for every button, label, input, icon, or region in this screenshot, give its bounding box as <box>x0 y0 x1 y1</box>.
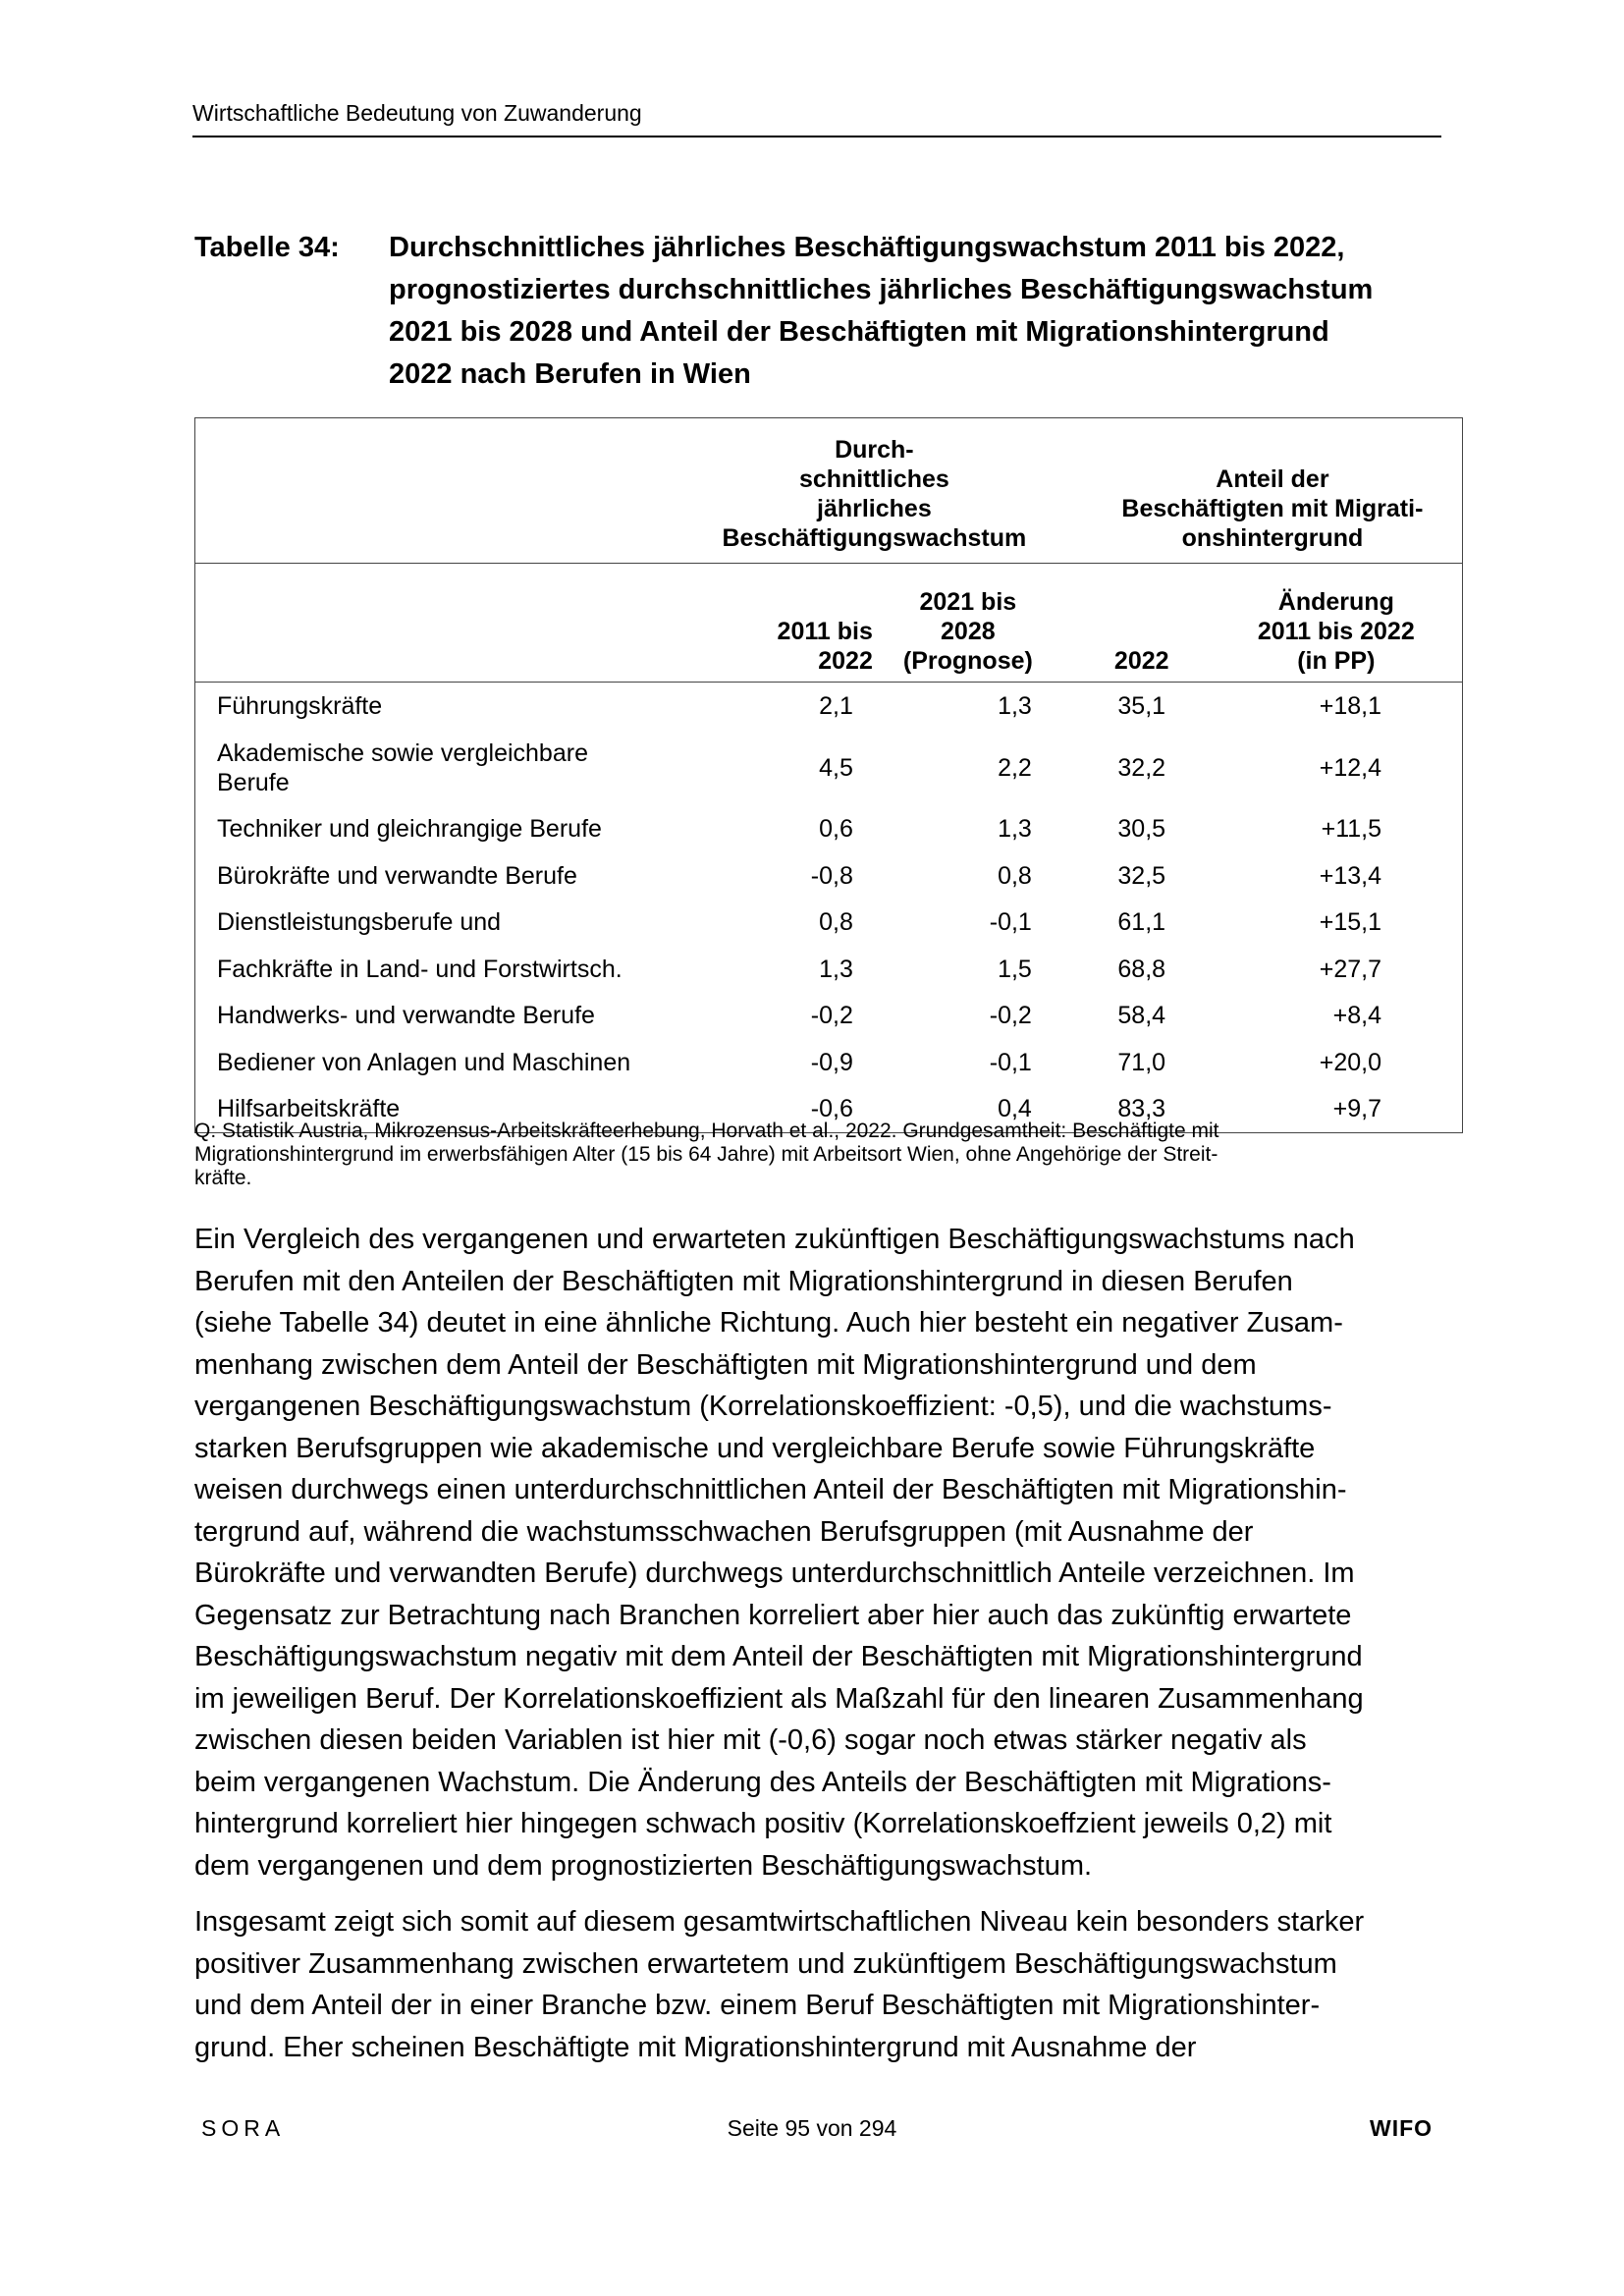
occupation-name: Hilfsarbeitskräfte <box>217 1095 401 1123</box>
table-row <box>195 993 1463 1040</box>
header-share: Anteil der Beschäftigten mit Migrati- onshintergrund <box>1121 465 1424 552</box>
occupation-name: Fachkräfte in Land- und Forstwirtsch. <box>217 955 623 983</box>
share-change: +27,7 <box>1319 955 1381 983</box>
share-2022: 32,2 <box>1117 753 1166 782</box>
table-row <box>195 1039 1463 1086</box>
source-line: Q: Statistik Austria, Mikrozensus-Arbeitskräfteerhebung, Horvath et al., 2022. Grundgesamtheit: Beschäftigte mit <box>194 1120 1219 1142</box>
occupation-name: Dienstleistungsberufe und <box>217 908 502 937</box>
page-number: Seite 95 von 294 <box>727 2115 897 2141</box>
growth-2011-2022: -0,2 <box>810 1002 853 1030</box>
table-row <box>195 806 1463 853</box>
source-line: Migrationshintergrund im erwerbsfähigen Alter (15 bis 64 Jahre) mit Arbeitsort Wien, ohne Angehörige der Streit- <box>194 1143 1218 1166</box>
occupation-name: Bürokräfte und verwandte Berufe <box>217 861 577 890</box>
running-title: Wirtschaftliche Bedeutung von Zuwanderung <box>192 100 642 126</box>
growth-2021-2028: -0,2 <box>989 1002 1032 1030</box>
growth-2011-2022: -0,9 <box>810 1048 853 1076</box>
growth-2011-2022: 2,1 <box>819 691 853 720</box>
footer-right-logo: WIFO <box>1370 2115 1434 2141</box>
caption-label: Tabelle 34: <box>194 232 340 263</box>
growth-2021-2028: -0,1 <box>989 908 1032 937</box>
share-2022: 68,8 <box>1117 955 1166 983</box>
occupation-name: Handwerks- und verwandte Berufe <box>217 1002 595 1030</box>
share-change: +9,7 <box>1332 1095 1381 1123</box>
group-header-row <box>195 418 1463 564</box>
caption-line: prognostiziertes durchschnittliches jährliches Beschäftigungswachstum <box>389 274 1374 305</box>
table-row <box>195 852 1463 900</box>
share-change: +20,0 <box>1319 1048 1381 1076</box>
caption-line: 2022 nach Berufen in Wien <box>389 358 751 390</box>
growth-2021-2028: 1,3 <box>998 815 1032 844</box>
share-2022: 35,1 <box>1117 691 1166 720</box>
share-2022: 71,0 <box>1117 1048 1166 1076</box>
share-change: +11,5 <box>1321 815 1381 844</box>
share-2022: 32,5 <box>1117 861 1166 890</box>
share-change: +8,4 <box>1332 1002 1381 1030</box>
share-change: +18,1 <box>1319 691 1381 720</box>
source-note <box>194 1120 1471 1190</box>
growth-2021-2028: 1,5 <box>998 955 1032 983</box>
growth-2021-2028: 1,3 <box>998 691 1032 720</box>
header-empty-cell <box>195 418 715 564</box>
growth-2011-2022: -0,8 <box>810 861 853 890</box>
header-2022: 2022 <box>1113 647 1169 675</box>
header-growth: Durch- schnittliches jährliches Beschäftigungswachstum <box>722 436 1027 552</box>
share-2022: 61,1 <box>1117 908 1166 937</box>
growth-2021-2028: 0,8 <box>998 861 1032 890</box>
share-change: +15,1 <box>1319 908 1381 937</box>
growth-2011-2022: 4,5 <box>819 753 853 782</box>
header-2011-2022: 2011 bis 2022 <box>777 618 873 675</box>
growth-2011-2022: 1,3 <box>819 955 853 983</box>
occupation-name: Techniker und gleichrangige Berufe <box>217 815 602 844</box>
caption-line: 2021 bis 2028 und Anteil der Beschäftigten mit Migrationshintergrund <box>389 316 1329 348</box>
header-change: Änderung 2011 bis 2022 (in PP) <box>1257 588 1415 675</box>
occupation-name: Führungskräfte <box>217 691 383 720</box>
table-row <box>195 730 1463 806</box>
growth-2021-2028: -0,1 <box>989 1048 1032 1076</box>
table-row <box>195 683 1463 730</box>
growth-2021-2028: 0,4 <box>998 1095 1032 1123</box>
occupation-name: Bediener von Anlagen und Maschinen <box>217 1048 631 1076</box>
growth-2011-2022: 0,8 <box>819 908 853 937</box>
header-2021-2028: 2021 bis 2028 (Prognose) <box>902 588 1033 675</box>
body-paragraph-1: Ein Vergleich des vergangenen und erwarteten zukünftigen Beschäftigungswachstums nach Berufen mit den Anteilen der Beschäftigten mit Migrationshintergrund in diesen Berufen (siehe Tabelle 34) deutet in eine ähnliche Richtung. Auch hier besteht ein negativer Zusam- menhang zwischen dem Anteil der Beschäftigten mit Migrationshintergrund und dem vergangenen Beschäftigungswachstum (Korrelationskoeffizient: -0,5), und die wachstums- starken Berufsgruppen wie akademische und vergleichbare Berufe sowie Führungskräfte weisen durchwegs einen unterdurchschnittlichen Anteil der Beschäftigten mit Migrationshin- tergrund auf, während die wachstumsschwachen Berufsgruppen (mit Ausnahme der Bürokräfte und verwandten Berufe) durchwegs unterdurchschnittlich Anteile verzeichnen. Im Gegensatz zur Betrachtung nach Branchen korreliert aber hier auch das zukünftig erwartete Beschäftigungswachstum negativ mit dem Anteil der Beschäftigten mit Migrationshintergrund im jeweiligen Beruf. Der Korrelationskoeffizient als Maßzahl für den linearen Zusammenhang zwischen diesen beiden Variablen ist hier mit (-0,6) sogar noch etwas stärker negativ als beim vergangenen Wachstum. Die Änderung des Anteils der Beschäftigten mit Migrations- hintergrund korreliert hier hingegen schwach positiv (Korrelationskoeffzient jeweils 0,2) mit dem vergangenen und dem prognostizierten Beschäftigungswachstum. <box>194 1224 1364 1882</box>
share-2022: 58,4 <box>1117 1002 1166 1030</box>
growth-2011-2022: -0,6 <box>810 1095 853 1123</box>
body-paragraph-2: Insgesamt zeigt sich somit auf diesem gesamtwirtschaftlichen Niveau kein besonders starker positiver Zusammenhang zwischen erwartetem und zukünftigem Beschäftigungswachstum und dem Anteil der in einer Branche bzw. einem Beruf Beschäftigten mit Migrationshinter- grund. Eher scheinen Beschäftigte mit Migrationshintergrund mit Ausnahme der <box>194 1906 1365 2063</box>
employment-table <box>194 417 1463 1133</box>
caption-text <box>389 227 1469 396</box>
caption-line: Durchschnittliches jährliches Beschäftigungswachstum 2011 bis 2022, <box>389 232 1345 263</box>
table-row <box>195 946 1463 993</box>
share-change: +13,4 <box>1319 861 1381 890</box>
running-header <box>192 96 1441 137</box>
growth-2021-2028: 2,2 <box>998 753 1032 782</box>
growth-2011-2022: 0,6 <box>819 815 853 844</box>
sub-header-row <box>195 564 1463 683</box>
footer-left-logo: SORA <box>201 2115 286 2141</box>
occupation-name: Akademische sowie vergleichbare Berufe <box>217 738 588 796</box>
header-empty-cell <box>195 564 715 683</box>
share-change: +12,4 <box>1319 753 1381 782</box>
table-row <box>195 900 1463 947</box>
source-line: kräfte. <box>194 1167 252 1189</box>
share-2022: 30,5 <box>1117 815 1166 844</box>
share-2022: 83,3 <box>1117 1095 1166 1123</box>
